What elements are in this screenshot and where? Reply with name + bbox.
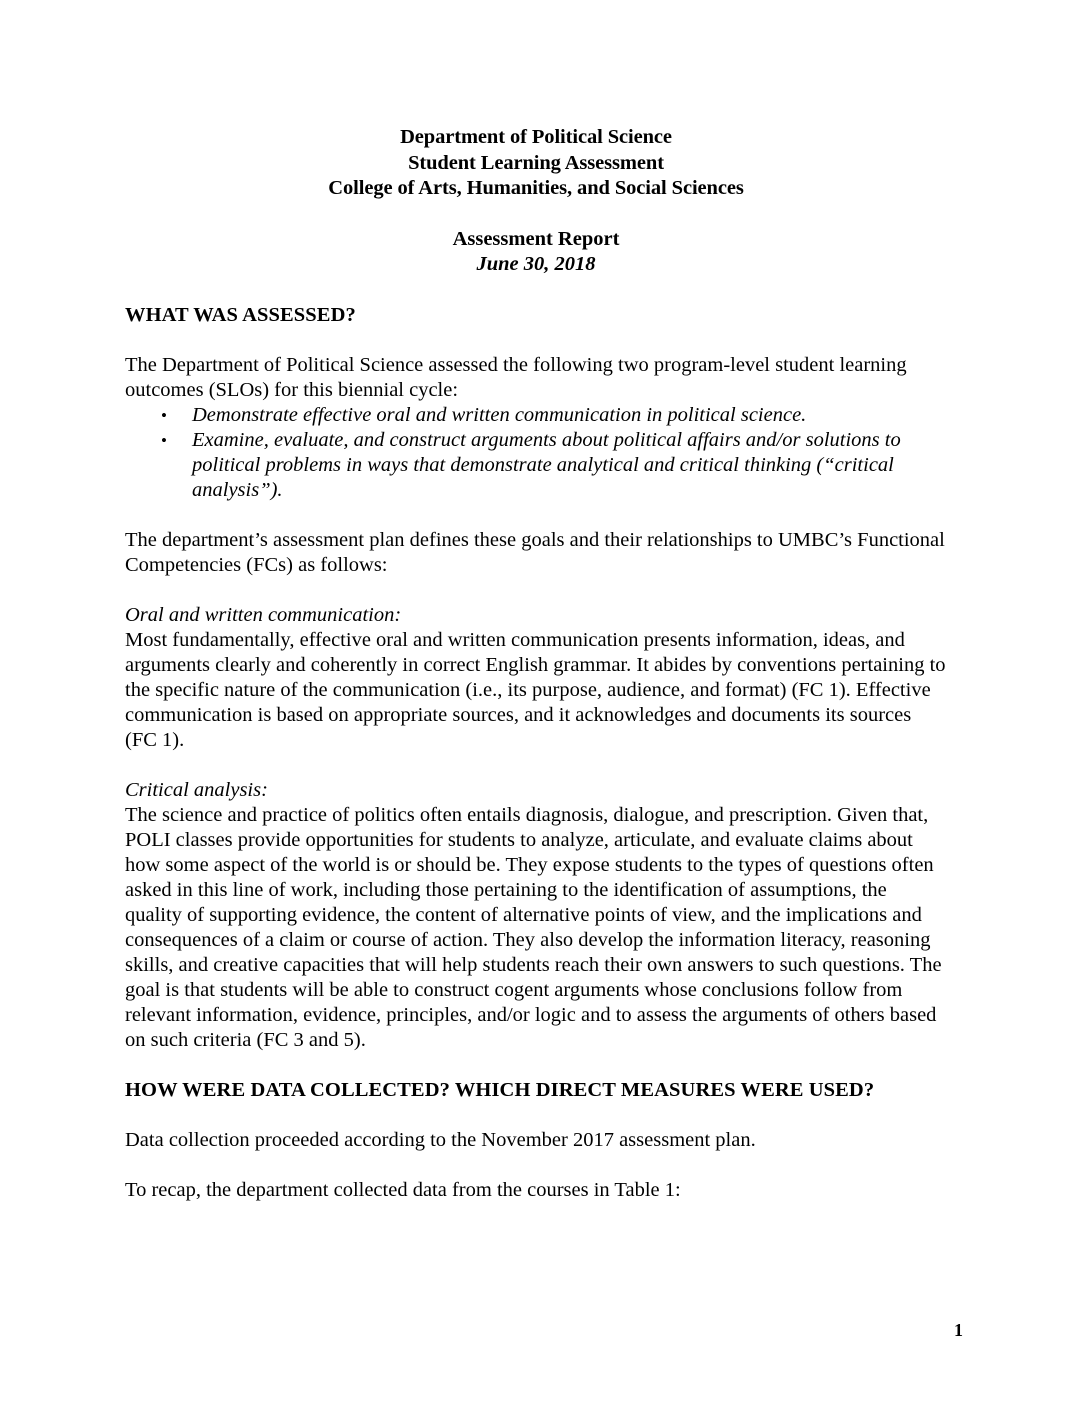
label-critical-analysis: Critical analysis: — [125, 778, 268, 801]
document-header-block — [125, 125, 947, 202]
slo-bullet-text: Examine, evaluate, and construct arguments about political affairs and/or solutions to political problems in ways that demonstrate analytical and critical thinking (“critical analysis”). — [192, 428, 901, 501]
spacer-before-critical-analysis — [125, 753, 947, 778]
spacer-before-heading-2 — [125, 1053, 947, 1078]
slo-bullet-text: Demonstrate effective oral and written communication in political science. — [192, 403, 807, 426]
paragraph-data-collection: Data collection proceeded according to the November 2017 assessment plan. — [125, 1128, 756, 1151]
spacer-after-bullets — [125, 503, 947, 528]
header-line-department: Department of Political Science — [400, 126, 672, 148]
paragraph-assessed-intro: The Department of Political Science assessed the following two program-level student learning outcomes (SLOs) for this biennial cycle: — [125, 353, 907, 401]
paragraph-recap-table-reference: To recap, the department collected data from the courses in Table 1: — [125, 1178, 681, 1201]
spacer-before-heading-1 — [125, 278, 947, 303]
list-item — [125, 428, 947, 503]
bullet-icon: • — [161, 430, 167, 450]
spacer-between-collection-paragraphs — [125, 1153, 947, 1178]
header-line-college: College of Arts, Humanities, and Social Sciences — [328, 177, 744, 199]
spacer-after-heading-2 — [125, 1103, 947, 1128]
report-title: Assessment Report — [452, 227, 620, 250]
bullet-icon: • — [161, 405, 167, 425]
label-oral-written-communication: Oral and written communication: — [125, 603, 402, 626]
page-number: 1 — [954, 1320, 963, 1340]
header-spacer — [125, 202, 947, 227]
spacer-before-oral-written — [125, 578, 947, 603]
slo-bullet-list — [125, 403, 947, 503]
header-line-assessment: Student Learning Assessment — [408, 151, 664, 174]
paragraph-oral-written-communication: Most fundamentally, effective oral and written communication presents information, ideas, and arguments clearly and coherently in correct English grammar. It abides by conventions pertaining to the specific nature of the communication (i.e., its purpose, audience, and format) (FC 1). Effective communication is based on appropriate sources, and it acknowledges and documents its sources (FC 1). — [125, 628, 946, 751]
document-content — [125, 125, 947, 1203]
list-item — [125, 403, 947, 428]
spacer-after-heading-1 — [125, 328, 947, 353]
report-date: June 30, 2018 — [476, 253, 596, 275]
paragraph-critical-analysis: The science and practice of politics often entails diagnosis, dialogue, and prescription. Given that, POLI classes provide opportunities for students to analyze, articulate, and evaluate claims about how some aspect of the world is or should be. They expose students to the types of questions often asked in this line of work, including those pertaining to the identification of assumptions, the quality of supporting evidence, the content of alternative points of view, and the implications and consequences of a claim or course of action. They also develop the information literacy, reasoning skills, and creative capacities that will help students reach their own answers to such questions. The goal is that students will be able to construct cogent arguments whose conclusions follow from relevant information, evidence, principles, and/or logic and to assess the arguments of others based on such criteria (FC 3 and 5). — [125, 803, 942, 1051]
paragraph-assessment-plan: The department’s assessment plan defines these goals and their relationships to UMBC’s Functional Competencies (FCs) as follows: — [125, 528, 945, 576]
section-heading-what-was-assessed: WHAT WAS ASSESSED? — [125, 303, 356, 326]
section-heading-how-were-data-collected: HOW WERE DATA COLLECTED? WHICH DIRECT MEASURES WERE USED? — [125, 1078, 875, 1101]
